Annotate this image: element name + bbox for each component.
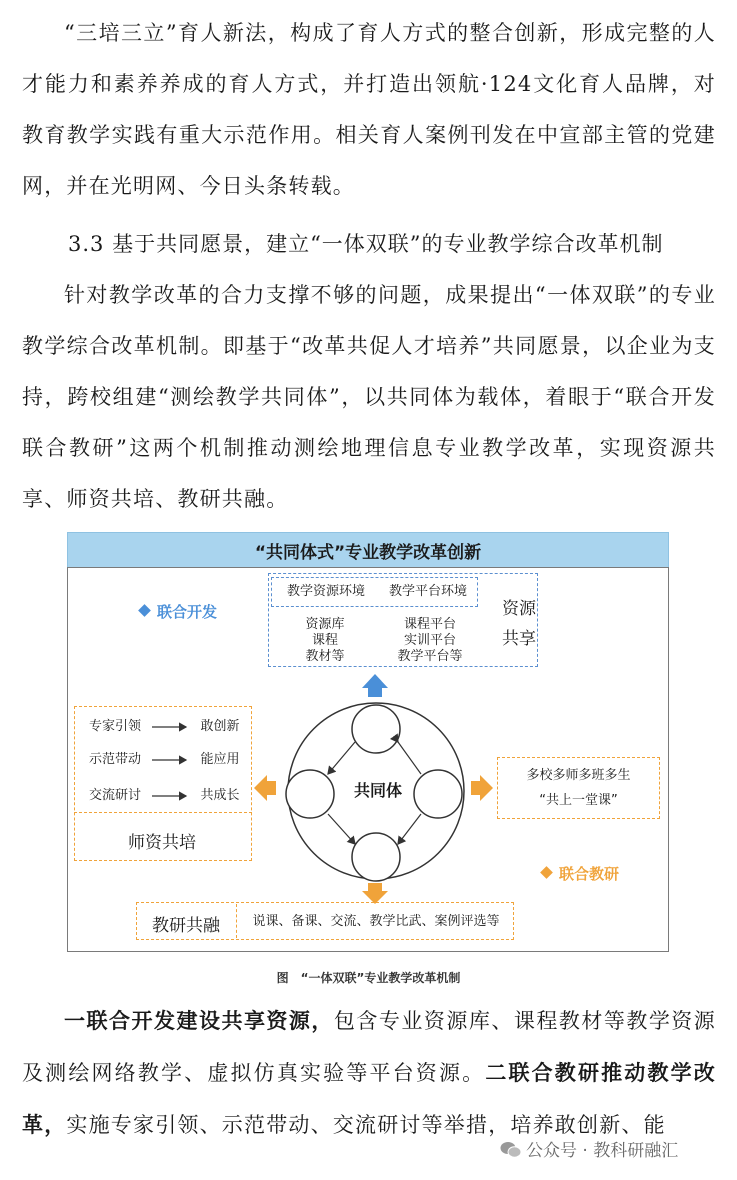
- down-arrow: [362, 883, 388, 904]
- resource-share-label: 资源: [502, 599, 536, 619]
- bold-phrase: 二联合教研推动教学改革，: [22, 1060, 717, 1137]
- watermark-text: 公众号 · 教科研融汇: [526, 1141, 679, 1161]
- text-run: 包含专业资源库、课程教材等教学资源及测绘网络教学、虚拟仿真实验等平台资源。: [22, 1009, 716, 1085]
- watermark: [500, 1136, 678, 1161]
- center-label: 共同体: [353, 781, 402, 800]
- teacher-cotrain-label: 师资共培: [128, 833, 196, 853]
- cycle-arrow: [398, 814, 421, 844]
- cycle-arrow: [328, 742, 355, 774]
- right-arrow: [471, 775, 493, 801]
- figure-caption: 图 “一体双联”专业教学改革机制: [276, 971, 461, 985]
- left-row-from: 交流研讨: [88, 788, 141, 803]
- research-fusion-label: 教研共融: [152, 916, 220, 936]
- platform-item: 实训平台: [403, 633, 456, 648]
- joint-dev-label: 联合开发: [157, 603, 218, 621]
- text-run: 实施专家引领、示范带动、交流研讨等举措，培养敢创新、能: [66, 1113, 666, 1137]
- platform-item: 教学平台等: [397, 649, 463, 664]
- research-items-label: 说课、备课、交流、教学比武、案例评选等: [252, 914, 500, 929]
- paragraph-3: [22, 995, 716, 1151]
- left-arrow: [254, 775, 276, 801]
- node-top-circle: [352, 705, 400, 753]
- resource-share-label: 共享: [502, 629, 536, 649]
- resource-item: 资源库: [305, 617, 345, 632]
- left-row-to: 共成长: [200, 788, 240, 803]
- resource-env-label: 教学资源环境: [286, 584, 365, 599]
- platform-item: 课程平台: [403, 617, 456, 632]
- cycle-arrow: [398, 742, 421, 774]
- left-row-to: 能应用: [200, 752, 240, 767]
- multi-school-label: 多校多师多班多生: [526, 768, 631, 783]
- node-bottom-circle: [352, 833, 400, 881]
- cycle-arrow: [328, 814, 355, 844]
- node-left-circle: [286, 770, 334, 818]
- section-heading: 3.3 基于共同愿景，建立“一体双联”的专业教学综合改革机制: [68, 232, 664, 256]
- resource-item: 教材等: [305, 649, 345, 664]
- left-row-from: 示范带动: [88, 752, 141, 767]
- left-row-from: 专家引领: [88, 719, 141, 734]
- left-row-to: 敢创新: [200, 719, 240, 734]
- wechat-icon: [500, 1141, 520, 1157]
- paragraph-1: “三培三立”育人新法，构成了育人方式的整合创新，形成完整的人才能力和素养养成的育人方式，并打造出领航·124文化育人品牌，对教育教学实践有重大示范作用。相关育人案例刊发在中宣部主管的党建网，并在光明网、今日头条转载。: [22, 21, 716, 198]
- paragraph-2: 针对教学改革的合力支撑不够的问题，成果提出“一体双联”的专业教学综合改革机制。即基于“改革共促人才培养”共同愿景，以企业为支持，跨校组建“测绘教学共同体”，以共同体为载体，着眼于“联合开发 联合教研”这两个机制推动测绘地理信息专业教学改革，实现资源共享、师资共培、教研共融。: [22, 283, 716, 511]
- one-class-label: “共上一堂课”: [539, 793, 618, 808]
- bold-phrase: 一联合开发建设共享资源，: [64, 1008, 334, 1033]
- node-right-circle: [414, 770, 462, 818]
- figure-title: “共同体式”专业教学改革创新: [67, 532, 669, 568]
- resource-item: 课程: [311, 633, 338, 648]
- platform-env-label: 教学平台环境: [388, 584, 467, 599]
- up-arrow: [362, 674, 388, 697]
- joint-research-label: 联合教研: [559, 865, 620, 883]
